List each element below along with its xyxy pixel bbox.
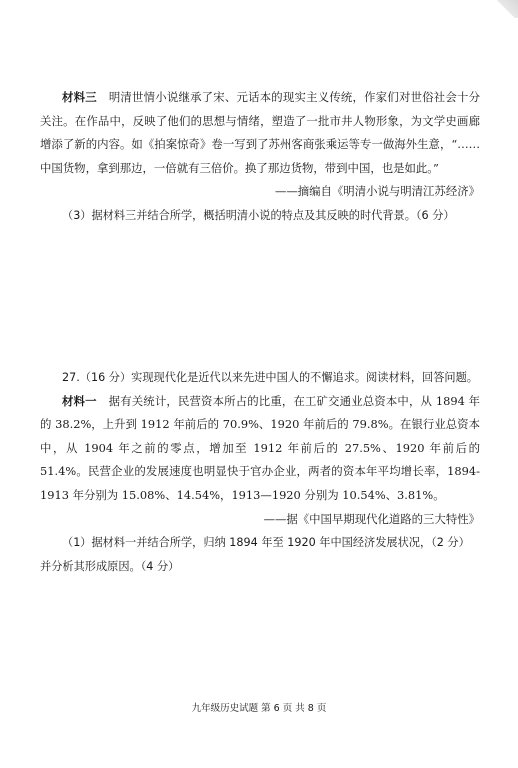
- material-three-paragraph: [40, 86, 480, 180]
- page-footer: 九年级历史试题 第 6 页 共 8 页: [191, 703, 327, 714]
- material-three-text: 明清世情小说继承了宋、元话本的现实主义传统，作家们对世俗社会十分关注。在作品中，反映了他们的思想与情绪，塑造了一批市井人物形象，为文学史画廊增添了新的内容。如《拍案惊奇》卷一写到了苏州客商张乘运等专一做海外生意，“……中国货物，拿到那边，一倍就有三倍价。换了那边货物，带到中国，也是如此。”: [40, 90, 480, 175]
- question-27-material-one: [40, 390, 480, 508]
- question-27-1: （1）据材料一并结合所学，归纳 1894 年至 1920 年中国经济发展状况，（2 分）并分析其形成原因。（4 分）: [40, 536, 470, 573]
- material-three-label: 材料三: [62, 90, 97, 104]
- question-27-intro: 27.（16 分）实现现代化是近代以来先进中国人的不懈追求。阅读材料，回答问题。: [62, 371, 478, 384]
- material-three-source: ——摘编自《明清小说与明清江苏经济》: [274, 184, 480, 199]
- material-one-source: ——据《中国早期现代化道路的三大特性》: [263, 511, 480, 526]
- material-one-text: 据有关统计，民营资本所占的比重，在工矿交通业总资本中，从 1894 年的 38.2%，上升到 1912 年前后的 70.9%、1920 年前后的 79.8%。在银行业总资本中，从 1904 年之前的零点，增加至 1912 年前后的 27.5%、1920 年前后的 51.4%。民营企业的发展速度也明显快于官办企业，两者的资本年平均增长率，1894-1913 年分别为 15.08%、14.54%，1913—1920 分别为 10.54%、3.81%。: [40, 393, 480, 502]
- material-three-section: [40, 86, 480, 228]
- material-one-label: 材料一: [62, 393, 97, 408]
- page-corner-fold: [494, 0, 518, 18]
- question-27-section: [40, 366, 480, 578]
- question-3: （3）据材料三并结合所学，概括明清小说的特点及其反映的时代背景。（6 分）: [62, 208, 455, 222]
